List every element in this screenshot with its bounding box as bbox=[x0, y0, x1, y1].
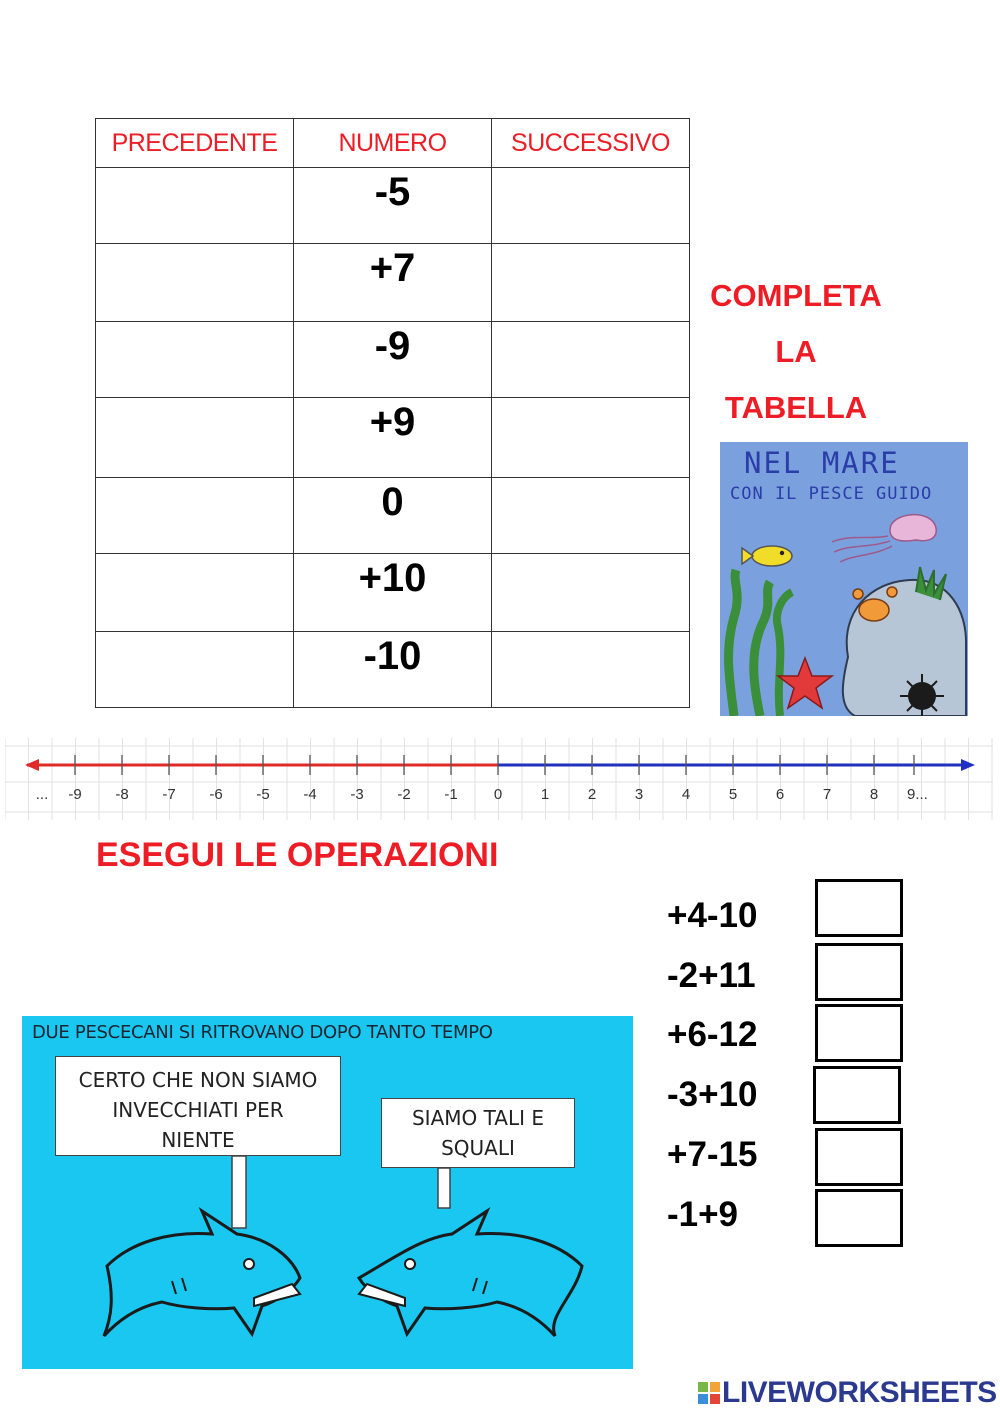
numero-cell: +9 bbox=[294, 398, 492, 478]
liveworksheets-logo-icon bbox=[698, 1382, 720, 1404]
instruction-line: LA bbox=[775, 334, 817, 369]
successivo-input-cell[interactable] bbox=[492, 398, 690, 478]
answer-box[interactable] bbox=[815, 1128, 903, 1186]
numbers-table bbox=[95, 118, 690, 708]
table-row bbox=[96, 168, 690, 244]
numero-cell: +7 bbox=[294, 244, 492, 322]
liveworksheets-logo[interactable] bbox=[698, 1375, 997, 1411]
operation-expression: -1+9 bbox=[667, 1195, 739, 1234]
number-line-label: -4 bbox=[303, 786, 317, 803]
crab-claw bbox=[887, 587, 897, 597]
operation-expression: -3+10 bbox=[667, 1075, 758, 1114]
sign-line: INVECCHIATI PER bbox=[112, 1098, 284, 1122]
seaweed-shape bbox=[729, 570, 738, 716]
precedente-input-cell[interactable] bbox=[96, 168, 294, 244]
table-row bbox=[96, 478, 690, 554]
number-line-label: 6 bbox=[775, 786, 785, 803]
instruction-line: TABELLA bbox=[724, 390, 868, 425]
left-shark-eye bbox=[244, 1259, 254, 1269]
operation-expression: +4-10 bbox=[667, 896, 758, 935]
answer-box[interactable] bbox=[815, 943, 903, 1001]
successivo-input-cell[interactable] bbox=[492, 244, 690, 322]
yellow-fish bbox=[752, 546, 792, 566]
operation-expression: -2+11 bbox=[667, 956, 756, 995]
sign-line: NIENTE bbox=[161, 1128, 235, 1152]
header-numero: NUMERO bbox=[294, 119, 492, 168]
right-shark-sign bbox=[381, 1098, 575, 1168]
number-line-label: -2 bbox=[397, 786, 411, 803]
answer-box[interactable] bbox=[815, 1004, 903, 1062]
crab bbox=[859, 599, 889, 621]
precedente-input-cell[interactable] bbox=[96, 632, 294, 708]
operation-expression: +6-12 bbox=[667, 1015, 758, 1054]
book-subtitle: CON IL PESCE GUIDO bbox=[730, 484, 933, 504]
number-line-label: 1 bbox=[540, 786, 550, 803]
number-line-label: -7 bbox=[162, 786, 176, 803]
successivo-input-cell[interactable] bbox=[492, 554, 690, 632]
right-shark-eye bbox=[405, 1259, 415, 1269]
number-line-label: 3 bbox=[634, 786, 644, 803]
sign-line: SIAMO TALI E bbox=[411, 1106, 544, 1130]
number-line-label: -9 bbox=[68, 786, 82, 803]
successivo-input-cell[interactable] bbox=[492, 632, 690, 708]
shark-comic bbox=[22, 1016, 633, 1369]
numero-cell: -9 bbox=[294, 322, 492, 398]
number-line-label: -1 bbox=[444, 786, 458, 803]
sign-post bbox=[438, 1168, 450, 1208]
sign-line: SQUALI bbox=[441, 1136, 515, 1160]
table-row bbox=[96, 632, 690, 708]
number-line-label: 5 bbox=[728, 786, 738, 803]
answer-box[interactable] bbox=[815, 879, 903, 937]
numero-cell: 0 bbox=[294, 478, 492, 554]
precedente-input-cell[interactable] bbox=[96, 244, 294, 322]
seaweed-shape bbox=[754, 582, 770, 716]
number-line-label: -8 bbox=[115, 786, 129, 803]
number-line-label: -6 bbox=[209, 786, 223, 803]
numero-cell: +10 bbox=[294, 554, 492, 632]
number-line-label: ... bbox=[35, 786, 49, 803]
table-header-row bbox=[96, 119, 690, 168]
table-row bbox=[96, 244, 690, 322]
fish-eye bbox=[780, 551, 784, 555]
comic-caption: DUE PESCECANI SI RITROVANO DOPO TANTO TEMPO bbox=[32, 1022, 493, 1043]
esegui-le-operazioni-title: ESEGUI LE OPERAZIONI bbox=[96, 836, 499, 874]
sign-line: CERTO CHE NON SIAMO bbox=[78, 1068, 318, 1092]
left-arrowhead bbox=[25, 759, 39, 771]
crab-claw bbox=[853, 589, 863, 599]
table-row bbox=[96, 398, 690, 478]
book-title: NEL MARE bbox=[744, 446, 900, 480]
jellyfish-tentacles bbox=[832, 536, 892, 562]
left-shark-sign bbox=[55, 1056, 341, 1156]
number-line-label: -3 bbox=[350, 786, 364, 803]
header-successivo: SUCCESSIVO bbox=[492, 119, 690, 168]
starfish bbox=[778, 658, 832, 708]
sign-post bbox=[232, 1156, 246, 1228]
instruction-line: COMPLETA bbox=[710, 278, 882, 313]
book-cover-illustration bbox=[720, 442, 968, 716]
left-shark bbox=[104, 1211, 300, 1336]
number-line-label: 9... bbox=[907, 786, 928, 803]
successivo-input-cell[interactable] bbox=[492, 168, 690, 244]
number-line bbox=[5, 738, 993, 820]
header-precedente: PRECEDENTE bbox=[96, 119, 294, 168]
successivo-input-cell[interactable] bbox=[492, 322, 690, 398]
jellyfish bbox=[890, 515, 936, 541]
number-line-label: -5 bbox=[256, 786, 270, 803]
successivo-input-cell[interactable] bbox=[492, 478, 690, 554]
number-line-label: 0 bbox=[493, 786, 503, 803]
completa-la-tabella-instruction bbox=[698, 268, 894, 436]
table-row bbox=[96, 322, 690, 398]
numero-cell: -5 bbox=[294, 168, 492, 244]
precedente-input-cell[interactable] bbox=[96, 398, 294, 478]
table-row bbox=[96, 554, 690, 632]
precedente-input-cell[interactable] bbox=[96, 322, 294, 398]
logo-text: LIVEWORKSHEETS bbox=[722, 1376, 997, 1409]
right-shark bbox=[359, 1211, 582, 1336]
answer-box[interactable] bbox=[813, 1066, 901, 1124]
number-line-label: 7 bbox=[822, 786, 832, 803]
fish-tail bbox=[742, 548, 753, 564]
operation-expression: +7-15 bbox=[667, 1135, 758, 1174]
number-line-label: 8 bbox=[869, 786, 879, 803]
answer-box[interactable] bbox=[815, 1189, 903, 1247]
numero-cell: -10 bbox=[294, 632, 492, 708]
precedente-input-cell[interactable] bbox=[96, 554, 294, 632]
seaweed-shape bbox=[777, 592, 792, 716]
precedente-input-cell[interactable] bbox=[96, 478, 294, 554]
number-line-label: 4 bbox=[681, 786, 691, 803]
number-line-label: 2 bbox=[587, 786, 597, 803]
